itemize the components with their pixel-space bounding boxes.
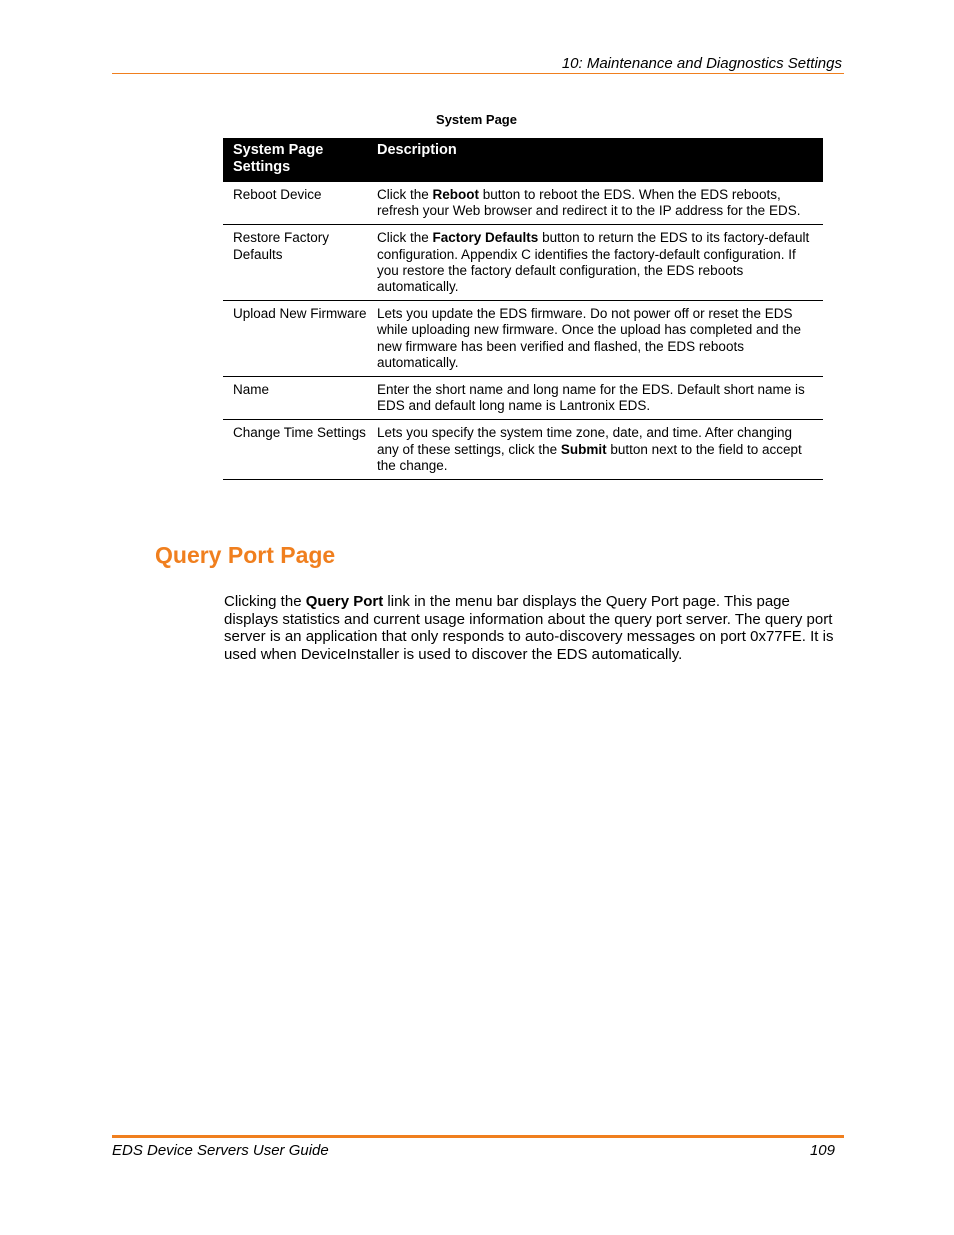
footer-page-number: 109 xyxy=(809,1142,835,1159)
table-row xyxy=(223,377,823,420)
setting-description xyxy=(377,377,823,420)
table-header-row xyxy=(223,138,823,182)
bold-term: Submit xyxy=(560,441,607,457)
footer-rule xyxy=(112,1135,844,1138)
text-run: button to reboot the EDS. When the EDS reboots, refresh your Web browser and redirect it to the IP address for the EDS. xyxy=(377,187,801,219)
footer-guide-title: EDS Device Servers User Guide xyxy=(112,1142,329,1159)
column-header-setting: System Page Settings xyxy=(223,138,377,182)
text-run: Clicking the xyxy=(224,593,306,610)
section-paragraph xyxy=(224,593,834,663)
bold-term: Reboot xyxy=(432,187,480,202)
table-row xyxy=(223,420,823,480)
table-body xyxy=(223,182,823,480)
section-title: Query Port Page xyxy=(155,542,336,568)
text-run: button to return the EDS to its factory-default configuration. Appendix C identifies the factory-default configuration. If you restore the factory default configuration, the EDS reboots automatically. xyxy=(377,230,810,295)
setting-description xyxy=(377,182,823,225)
system-page-table xyxy=(223,138,823,480)
table-caption: System Page xyxy=(436,112,517,127)
table-row xyxy=(223,301,823,377)
setting-name: Change Time Settings xyxy=(223,420,377,480)
setting-description xyxy=(377,225,823,301)
header-rule xyxy=(112,73,844,74)
text-run: Enter the short name and long name for the EDS. Default short name is EDS and default long name is Lantronix EDS. xyxy=(377,382,805,414)
text-run: Lets you specify the system time zone, date, and time. After changing any of these settings, click the xyxy=(377,425,792,457)
setting-name: Reboot Device xyxy=(223,182,377,225)
text-run: button next to the field to accept the change. xyxy=(377,441,802,473)
setting-name: Name xyxy=(223,377,377,420)
table-row xyxy=(223,225,823,301)
setting-name: Upload New Firmware xyxy=(223,301,377,377)
setting-description xyxy=(377,420,823,480)
setting-description xyxy=(377,301,823,377)
setting-name: Restore Factory Defaults xyxy=(223,225,377,301)
bold-term: Query Port xyxy=(305,593,384,610)
text-run: Click the xyxy=(377,230,433,246)
running-header: 10: Maintenance and Diagnostics Settings xyxy=(561,55,842,72)
text-run: link in the menu bar displays the Query Port page. This page displays statistics and current usage information about the query port server. The query port server is an application that only responds to auto-discovery messages on port 0x77FE. It is used when DeviceInstaller is used to discover the EDS automatically. xyxy=(224,593,834,663)
bold-term: Factory Defaults xyxy=(432,230,539,246)
table-row xyxy=(223,182,823,225)
text-run: Lets you update the EDS firmware. Do not power off or reset the EDS while uploading new firmware. Once the upload has completed and the new firmware has been verified and flashed, the EDS reboots automatically. xyxy=(377,306,802,370)
column-header-description: Description xyxy=(377,138,823,182)
text-run: Click the xyxy=(377,187,433,202)
